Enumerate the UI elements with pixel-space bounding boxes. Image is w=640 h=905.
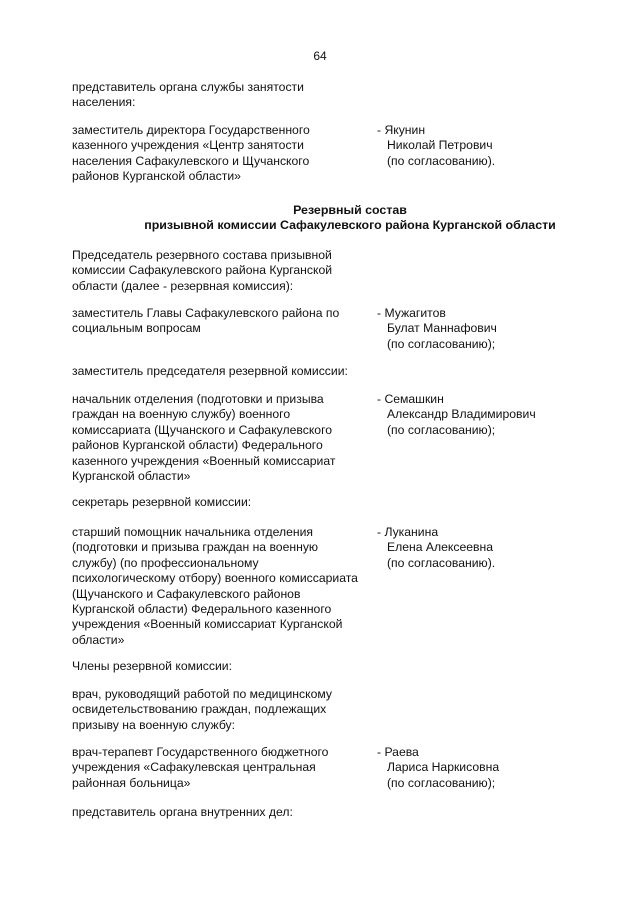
text-line: области» (72, 632, 125, 647)
heading-line-2: призывной комиссии Сафакулевского района Курганской области (144, 218, 556, 233)
text-line: учреждения «Военный комиссариат Курганской (72, 617, 343, 632)
secretary-role (72, 525, 372, 648)
text-line: освидетельствованию граждан, подлежащих (72, 702, 327, 717)
text-line: (Щучанского и Сафакулевского районов (72, 586, 301, 601)
person-surname: - Луканина (377, 525, 439, 539)
text-line: начальник отделения (подготовки и призыва (72, 392, 324, 406)
person-surname: - Мужагитов (377, 306, 446, 320)
section-heading (72, 203, 628, 234)
person-name: Александр Владимирович (387, 407, 536, 422)
employment-rep-title (72, 80, 372, 111)
deputy-role (72, 392, 372, 484)
text-line: комиссариата (Щучанского и Сафакулевского (72, 422, 333, 437)
person-name: Булат Маннафович (387, 321, 497, 336)
text-line: службу) (по профессиональному (72, 555, 259, 570)
text-line: комиссии Сафакулевского района Курганской (72, 263, 333, 278)
text-line: призыву на военную службу: (72, 717, 236, 732)
doctor-title (72, 687, 372, 733)
members-title (72, 659, 372, 674)
deputy-title (72, 364, 372, 379)
person-note: (по согласованию). (387, 555, 496, 570)
person-surname: - Якунин (377, 123, 426, 137)
page-number: 64 (313, 49, 327, 63)
person-note: (по согласованию); (387, 422, 496, 437)
text-line: граждан на военную службу) военного (72, 407, 291, 422)
chairman-role (72, 306, 372, 337)
text-line: районная больница» (72, 775, 191, 790)
text-line: старший помощник начальника отделения (72, 525, 314, 539)
text-line: Председатель резервного состава призывной (72, 248, 332, 262)
text-line: заместитель председателя резервной комиссии: (72, 364, 348, 378)
person-name: Лариса Наркисовна (387, 760, 500, 775)
text-line: казенного учреждения «Центр занятости (72, 138, 304, 153)
person-note: (по согласованию); (387, 775, 496, 790)
text-line: врач-терапевт Государственного бюджетного (72, 745, 329, 759)
text-line: учреждения «Сафакулевская центральная (72, 760, 316, 775)
person-name: Елена Алексеевна (387, 540, 494, 555)
text-line: врач, руководящий работой по медицинскому (72, 687, 332, 701)
text-line: Курганской области) Федерального казенного (72, 602, 332, 617)
text-line: представитель органа внутренних дел: (72, 805, 293, 819)
secretary-person (377, 525, 577, 571)
person-surname: - Семашкин (377, 392, 444, 406)
text-line: районов Курганской области) Федерального (72, 438, 323, 453)
deputy-person (377, 392, 577, 438)
text-line: социальным вопросам (72, 321, 201, 336)
text-line: заместитель Главы Сафакулевского района по (72, 306, 340, 320)
chairman-person (377, 306, 577, 352)
person-note: (по согласованию); (387, 336, 496, 351)
text-line: (подготовки и призыва граждан на военную (72, 540, 319, 555)
employment-rep-person (377, 123, 577, 169)
heading-line-1: Резервный состав (293, 203, 407, 217)
police-title (72, 805, 372, 820)
chairman-title (72, 248, 372, 294)
person-name: Николай Петрович (387, 138, 493, 153)
employment-rep-role (72, 123, 372, 185)
text-line: области (далее - резервная комиссия): (72, 278, 294, 293)
secretary-title (72, 495, 372, 510)
person-surname: - Раева (377, 745, 419, 759)
text-line: населения: (72, 95, 136, 110)
text-line: представитель органа службы занятости (72, 80, 304, 94)
text-line: районов Курганской области» (72, 169, 241, 184)
doctor-person (377, 745, 577, 791)
text-line: Курганской области» (72, 469, 191, 484)
text-line: психологическому отбору) военного комиссариата (72, 571, 358, 586)
text-line: секретарь резервной комиссии: (72, 495, 252, 509)
text-line: заместитель директора Государственного (72, 123, 310, 137)
text-line: населения Сафакулевского и Щучанского (72, 153, 310, 168)
text-line: Члены резервной комиссии: (72, 659, 232, 673)
text-line: казенного учреждения «Военный комиссариат (72, 453, 336, 468)
person-note: (по согласованию). (387, 153, 496, 168)
doctor-role (72, 745, 372, 791)
